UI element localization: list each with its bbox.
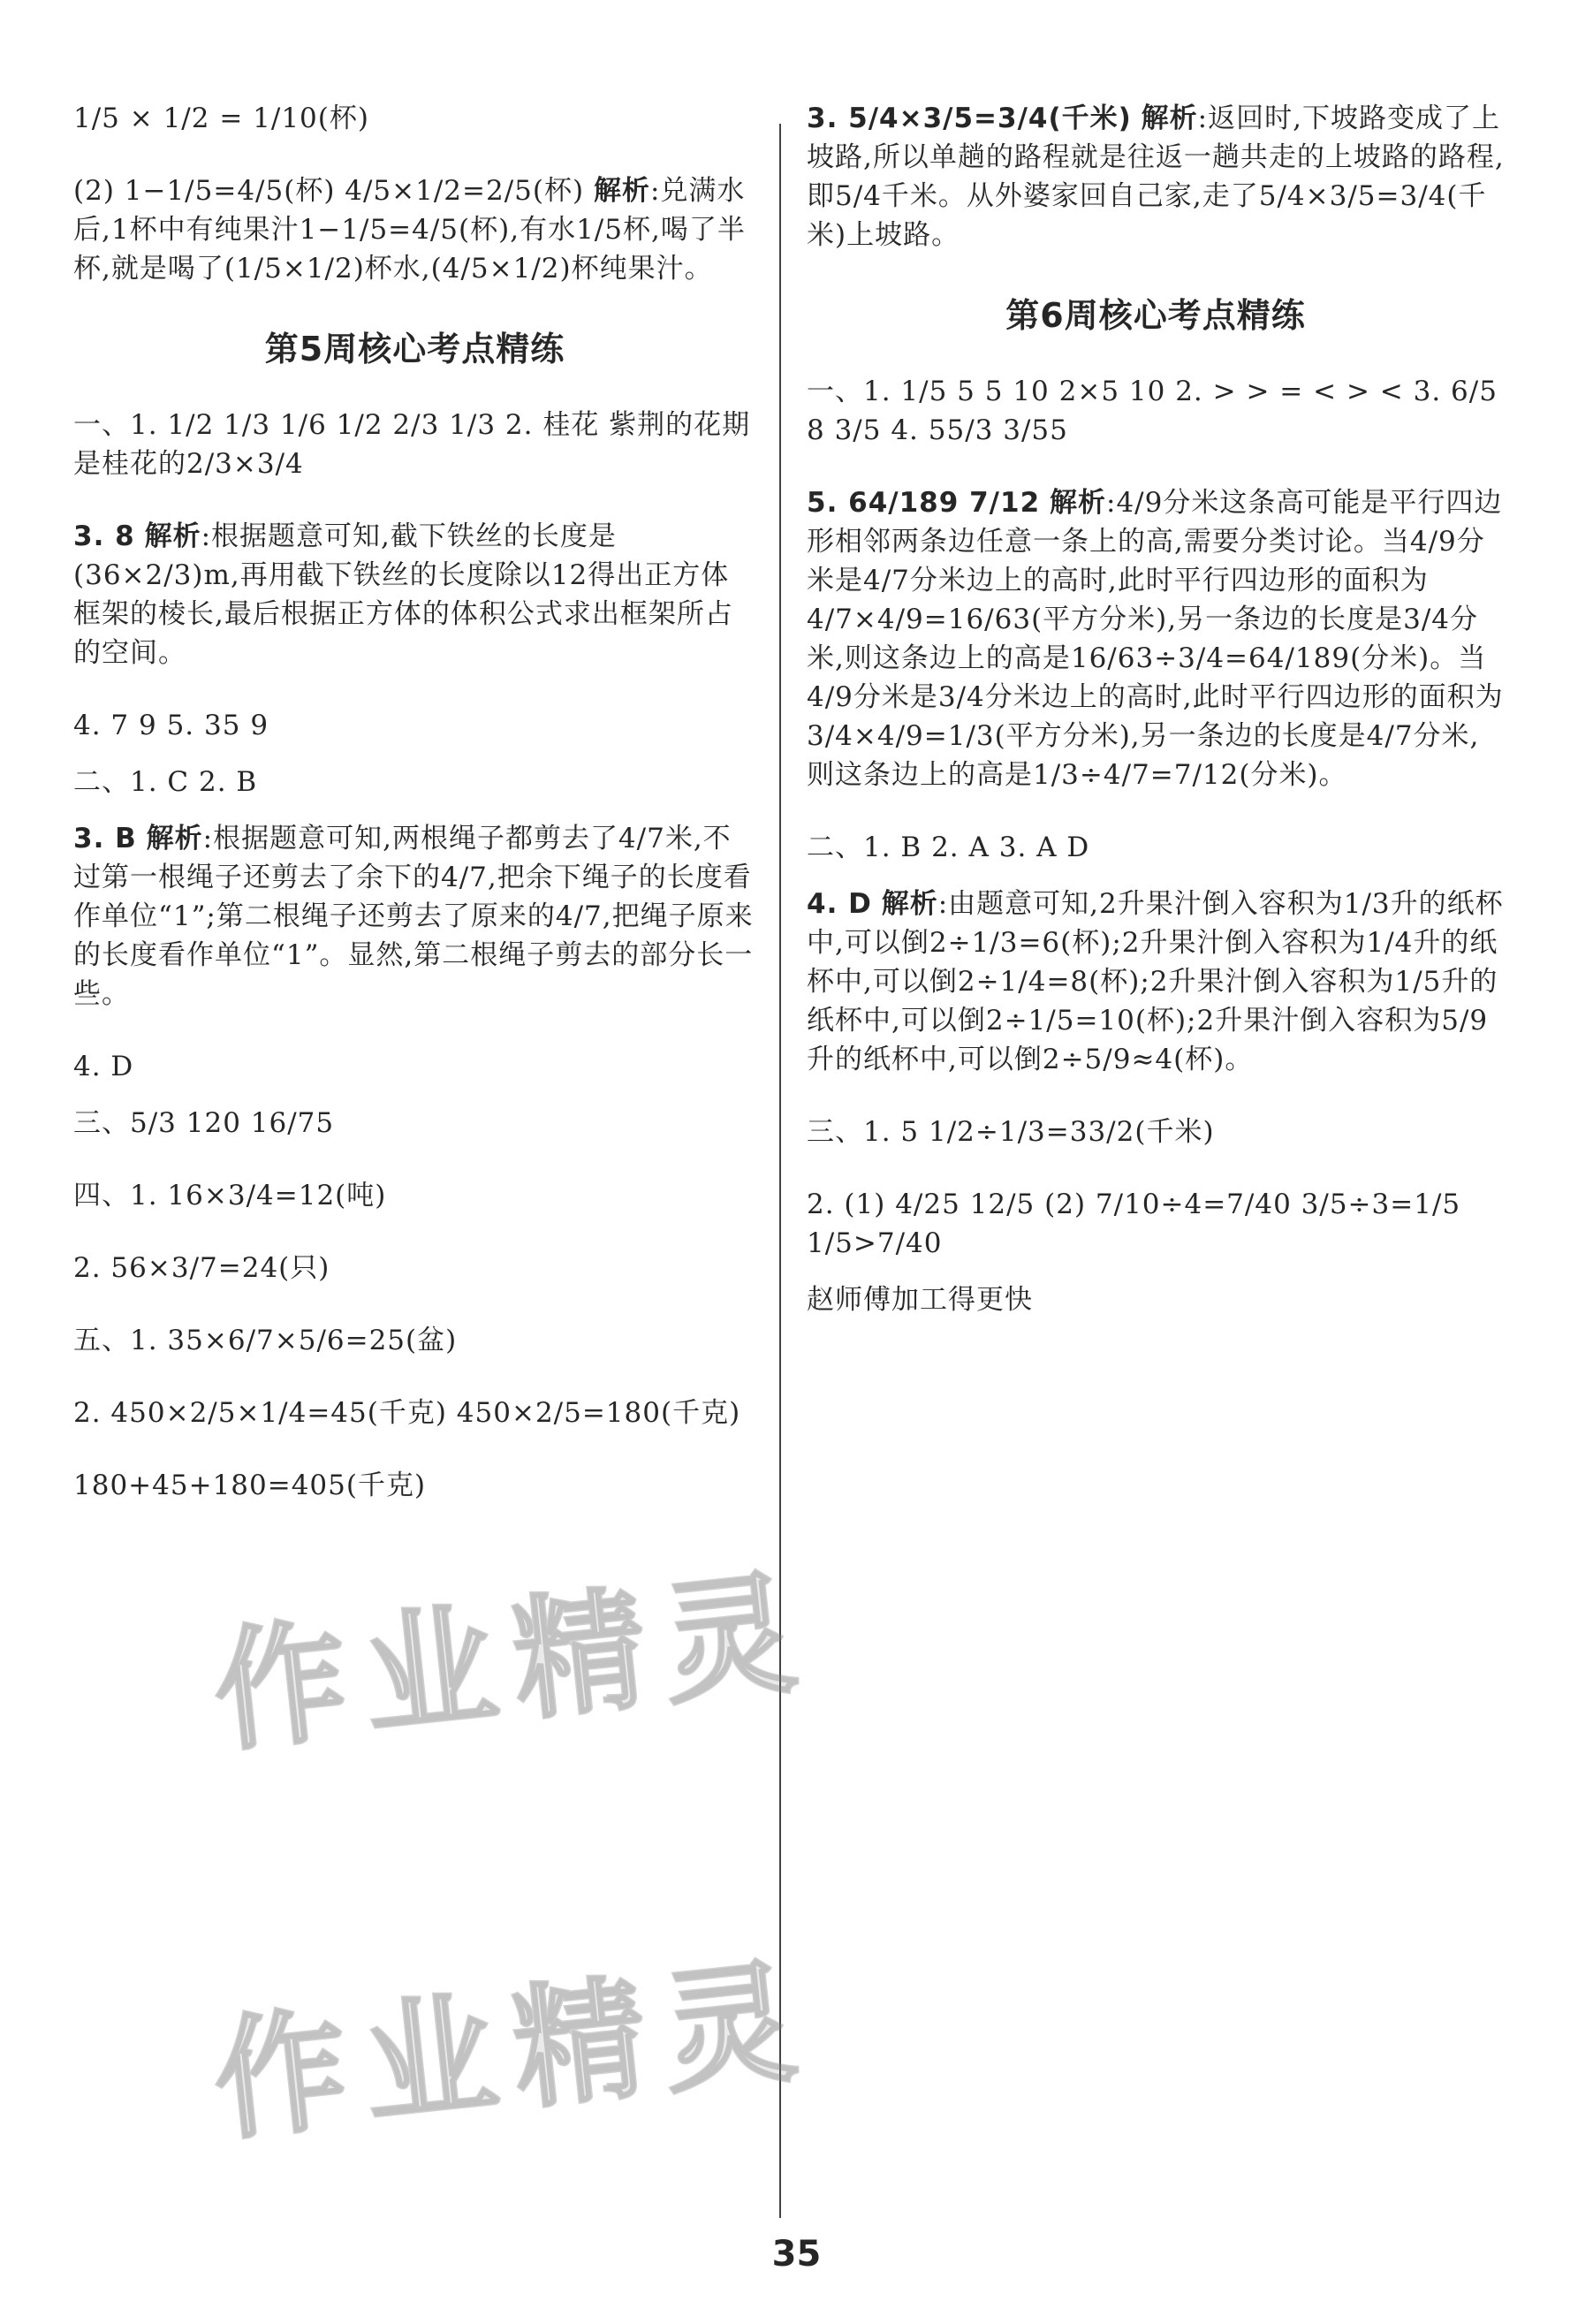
watermark: 作业精灵 <box>207 1943 821 2160</box>
watermark: 作业精灵 <box>207 1554 821 1771</box>
right-column <box>807 99 1505 1353</box>
answer-paragraph: 3. B 解析:根据题意可知,两根绳子都剪去了4/7米,不过第一根绳子还剪去了余下的4/7,把余下绳子的长度看作单位“1”;第二根绳子还剪去了原来的4/7,把绳子原来的长度看作单位“1”。显然,第二根绳子剪去的部分长一些。 <box>73 823 754 1010</box>
section-heading-week5: 第5周核心考点精练 <box>264 330 565 368</box>
answer-paragraph: 5. 64/189 7/12 解析:4/9分米这条高可能是平行四边形相邻两条边任意一条上的高,需要分类讨论。当4/9分米是4/7分米边上的高时,此时平行四边形的面积为4/7×4/9=16/63(平方分米),另一条边的长度是3/4分米,则这条边上的高是16/63÷3/4=64/189(分米)。当4/9分米是3/4分米边上的高时,此时平行四边形的面积为3/4×4/9=1/3(平方分米),另一条边的长度是4/7分米,则这条边上的高是1/3÷4/7=7/12(分米)。 <box>807 487 1504 791</box>
column-divider <box>779 124 781 2218</box>
answer-paragraph: 一、1. 1/5 5 5 10 2×5 10 2. > > = < > < 3. 6/5 8 3/5 4. 55/3 3/55 <box>807 376 1498 446</box>
answer-line: 赵师傅加工得更快 <box>807 1284 1033 1316</box>
answer-line: 2. 56×3/7=24(只) <box>73 1252 330 1284</box>
analysis-label: 解析 <box>593 175 650 207</box>
answer-paragraph: 3. 5/4×3/5=3/4(千米) 解析:返回时,下坡路变成了上坡路,所以单趟的路程就是往返一趟共走的上坡路的路程,即5/4千米。从外婆家回自己家,走了5/4×3/5=3/4(千米)上坡路。 <box>807 103 1505 251</box>
analysis-label: 解析 <box>1141 103 1198 134</box>
answer-line: 三、1. 5 1/2÷1/3=33/2(千米) <box>807 1116 1215 1148</box>
answer-line: 1/5 × 1/2 = 1/10(杯) <box>73 103 369 134</box>
page-number: 35 <box>771 2234 822 2275</box>
answer-paragraph: 一、1. 1/2 1/3 1/6 1/2 2/3 1/3 2. 桂花 紫荆的花期是桂花的2/3×3/4 <box>73 409 751 480</box>
answer-line: 三、5/3 120 16/75 <box>73 1107 335 1139</box>
answer-line: 2. (1) 4/25 12/5 (2) 7/10÷4=7/40 3/5÷3=1/5 1/5>7/40 <box>807 1189 1461 1259</box>
answer-line: 4. 7 9 5. 35 9 <box>73 710 269 741</box>
answer-line: 二、1. C 2. B <box>73 766 258 798</box>
analysis-label: 解析 <box>146 823 203 854</box>
analysis-label: 解析 <box>144 520 201 552</box>
answer-line: 四、1. 16×3/4=12(吨) <box>73 1180 387 1211</box>
answer-line: 二、1. B 2. A 3. A D <box>807 832 1090 863</box>
analysis-label: 解析 <box>1050 487 1106 519</box>
section-heading-week6: 第6周核心考点精练 <box>1005 296 1306 335</box>
answer-paragraph: (2) 1−1/5=4/5(杯) 4/5×1/2=2/5(杯) 解析:兑满水后,1杯中有纯果汁1−1/5=4/5(杯),有水1/5杯,喝了半杯,就是喝了(1/5×1/2)杯水,(4/5×1/2)杯纯果汁。 <box>73 175 746 285</box>
answer-line: 五、1. 35×6/7×5/6=25(盆) <box>73 1325 458 1356</box>
answer-paragraph: 3. 8 解析:根据题意可知,截下铁丝的长度是(36×2/3)m,再用截下铁丝的长度除以12得出正方体框架的棱长,最后根据正方体的体积公式求出框架所占的空间。 <box>73 520 733 669</box>
left-column <box>73 99 756 1538</box>
analysis-label: 解析 <box>881 888 938 920</box>
answer-line: 2. 450×2/5×1/4=45(千克) 450×2/5=180(千克) <box>73 1397 741 1429</box>
answer-line: 4. D <box>73 1051 134 1082</box>
answer-line: 180+45+180=405(千克) <box>73 1470 427 1501</box>
answer-paragraph: 4. D 解析:由题意可知,2升果汁倒入容积为1/3升的纸杯中,可以倒2÷1/3=6(杯);2升果汁倒入容积为1/4升的纸杯中,可以倒2÷1/4=8(杯);2升果汁倒入容积为1/5升的纸杯中,可以倒2÷1/5=10(杯);2升果汁倒入容积为5/9升的纸杯中,可以倒2÷5/9≈4(杯)。 <box>807 888 1504 1075</box>
